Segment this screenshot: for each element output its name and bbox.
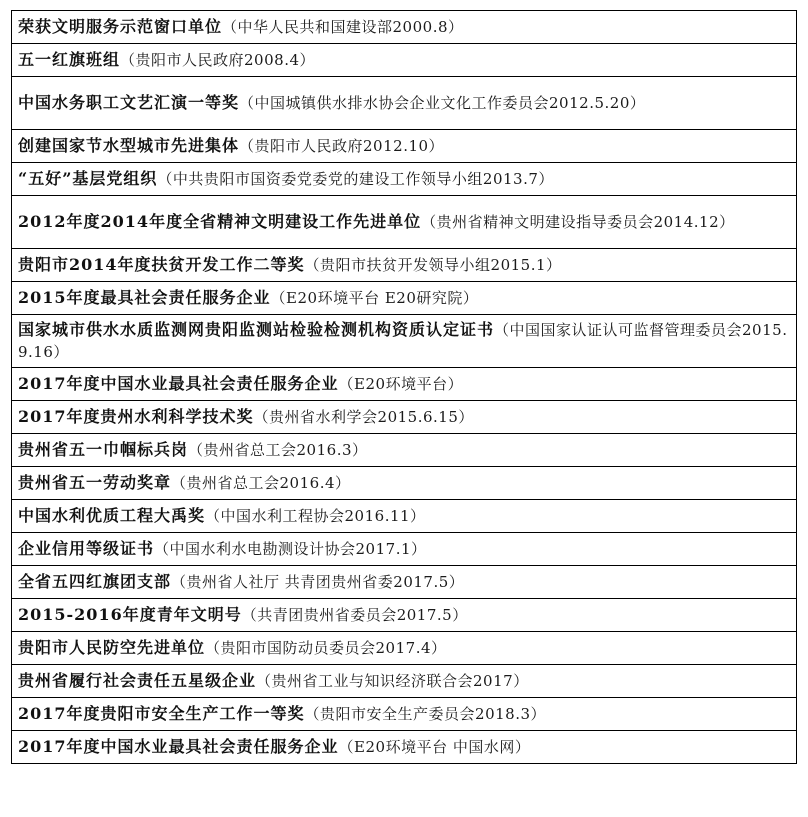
honor-cell	[12, 163, 797, 196]
table-row	[12, 698, 797, 731]
table-row	[12, 665, 797, 698]
award-name: 2015年度最具社会责任服务企业	[18, 288, 271, 307]
honor-cell	[12, 665, 797, 698]
award-issuer: （中国国家认证认可监督管理委员会2015.9.16）	[18, 321, 788, 361]
award-issuer: （贵阳市国防动员委员会2017.4）	[205, 639, 447, 657]
award-name: 2017年度贵州水利科学技术奖	[18, 407, 254, 426]
award-name: 2012年度2014年度全省精神文明建设工作先进单位	[18, 212, 422, 231]
honor-cell	[12, 698, 797, 731]
award-name: 企业信用等级证书	[18, 539, 155, 558]
honor-cell	[12, 731, 797, 764]
award-issuer: （E20环境平台 中国水网）	[338, 738, 531, 756]
award-issuer: （贵州省工业与知识经济联合会2017）	[256, 672, 529, 690]
award-name: 贵阳市人民防空先进单位	[18, 638, 206, 657]
award-issuer: （E20环境平台）	[338, 375, 464, 393]
award-name: 2017年度中国水业最具社会责任服务企业	[18, 737, 339, 756]
table-row	[12, 368, 797, 401]
honors-table	[11, 10, 797, 764]
award-issuer: （中共贵阳市国资委党委党的建设工作领导小组2013.7）	[157, 170, 554, 188]
honor-cell	[12, 44, 797, 77]
honor-cell	[12, 401, 797, 434]
award-name: 全省五四红旗团支部	[18, 572, 172, 591]
honor-cell	[12, 77, 797, 130]
honor-cell	[12, 315, 797, 368]
table-row	[12, 11, 797, 44]
table-row	[12, 500, 797, 533]
honor-cell	[12, 467, 797, 500]
award-name: 中国水务职工文艺汇演一等奖	[18, 93, 240, 112]
table-row	[12, 282, 797, 315]
award-name: 国家城市供水水质监测网贵阳监测站检验检测机构资质认定证书	[18, 320, 495, 339]
honor-cell	[12, 130, 797, 163]
award-issuer: （贵阳市安全生产委员会2018.3）	[304, 705, 547, 723]
award-name: 荣获文明服务示范窗口单位	[18, 17, 223, 36]
honor-cell	[12, 566, 797, 599]
award-name: 贵州省履行社会责任五星级企业	[18, 671, 257, 690]
award-issuer: （贵阳市扶贫开发领导小组2015.1）	[304, 256, 562, 274]
award-issuer: （E20环境平台 E20研究院）	[270, 289, 479, 307]
award-name: 创建国家节水型城市先进集体	[18, 136, 240, 155]
honor-cell	[12, 11, 797, 44]
honor-cell	[12, 533, 797, 566]
award-name: 2017年度贵阳市安全生产工作一等奖	[18, 704, 305, 723]
award-issuer: （中国水利工程协会2016.11）	[205, 507, 426, 525]
honor-cell	[12, 249, 797, 282]
table-row	[12, 130, 797, 163]
award-name: “五好”基层党组织	[18, 169, 158, 188]
honor-cell	[12, 282, 797, 315]
award-name: 2015-2016年度青年文明号	[18, 605, 242, 624]
award-issuer: （贵州省精神文明建设指导委员会2014.12）	[421, 213, 735, 231]
table-row	[12, 315, 797, 368]
table-row	[12, 196, 797, 249]
award-name: 五一红旗班组	[18, 50, 121, 69]
award-name: 2017年度中国水业最具社会责任服务企业	[18, 374, 339, 393]
honor-cell	[12, 368, 797, 401]
table-row	[12, 44, 797, 77]
award-name: 贵阳市2014年度扶贫开发工作二等奖	[18, 255, 305, 274]
table-row	[12, 632, 797, 665]
honor-cell	[12, 599, 797, 632]
table-row	[12, 731, 797, 764]
table-row	[12, 434, 797, 467]
award-name: 贵州省五一劳动奖章	[18, 473, 172, 492]
table-row	[12, 77, 797, 130]
honor-cell	[12, 196, 797, 249]
award-issuer: （中国城镇供水排水协会企业文化工作委员会2012.5.20）	[239, 94, 646, 112]
award-issuer: （贵州省总工会2016.3）	[188, 441, 368, 459]
honor-cell	[12, 632, 797, 665]
table-row	[12, 163, 797, 196]
table-row	[12, 566, 797, 599]
honor-cell	[12, 500, 797, 533]
award-issuer: （贵阳市人民政府2012.10）	[239, 137, 445, 155]
award-issuer: （贵州省总工会2016.4）	[171, 474, 351, 492]
table-row	[12, 249, 797, 282]
award-issuer: （共青团贵州省委员会2017.5）	[241, 606, 468, 624]
honor-cell	[12, 434, 797, 467]
award-issuer: （中国水利水电勘测设计协会2017.1）	[154, 540, 427, 558]
award-issuer: （中华人民共和国建设部2000.8）	[222, 18, 464, 36]
table-row	[12, 401, 797, 434]
table-row	[12, 467, 797, 500]
award-issuer: （贵州省水利学会2015.6.15）	[253, 408, 474, 426]
table-row	[12, 533, 797, 566]
award-name: 中国水利优质工程大禹奖	[18, 506, 206, 525]
award-name: 贵州省五一巾帼标兵岗	[18, 440, 189, 459]
award-issuer: （贵州省人社厅 共青团贵州省委2017.5）	[171, 573, 465, 591]
award-issuer: （贵阳市人民政府2008.4）	[120, 51, 316, 69]
table-row	[12, 599, 797, 632]
